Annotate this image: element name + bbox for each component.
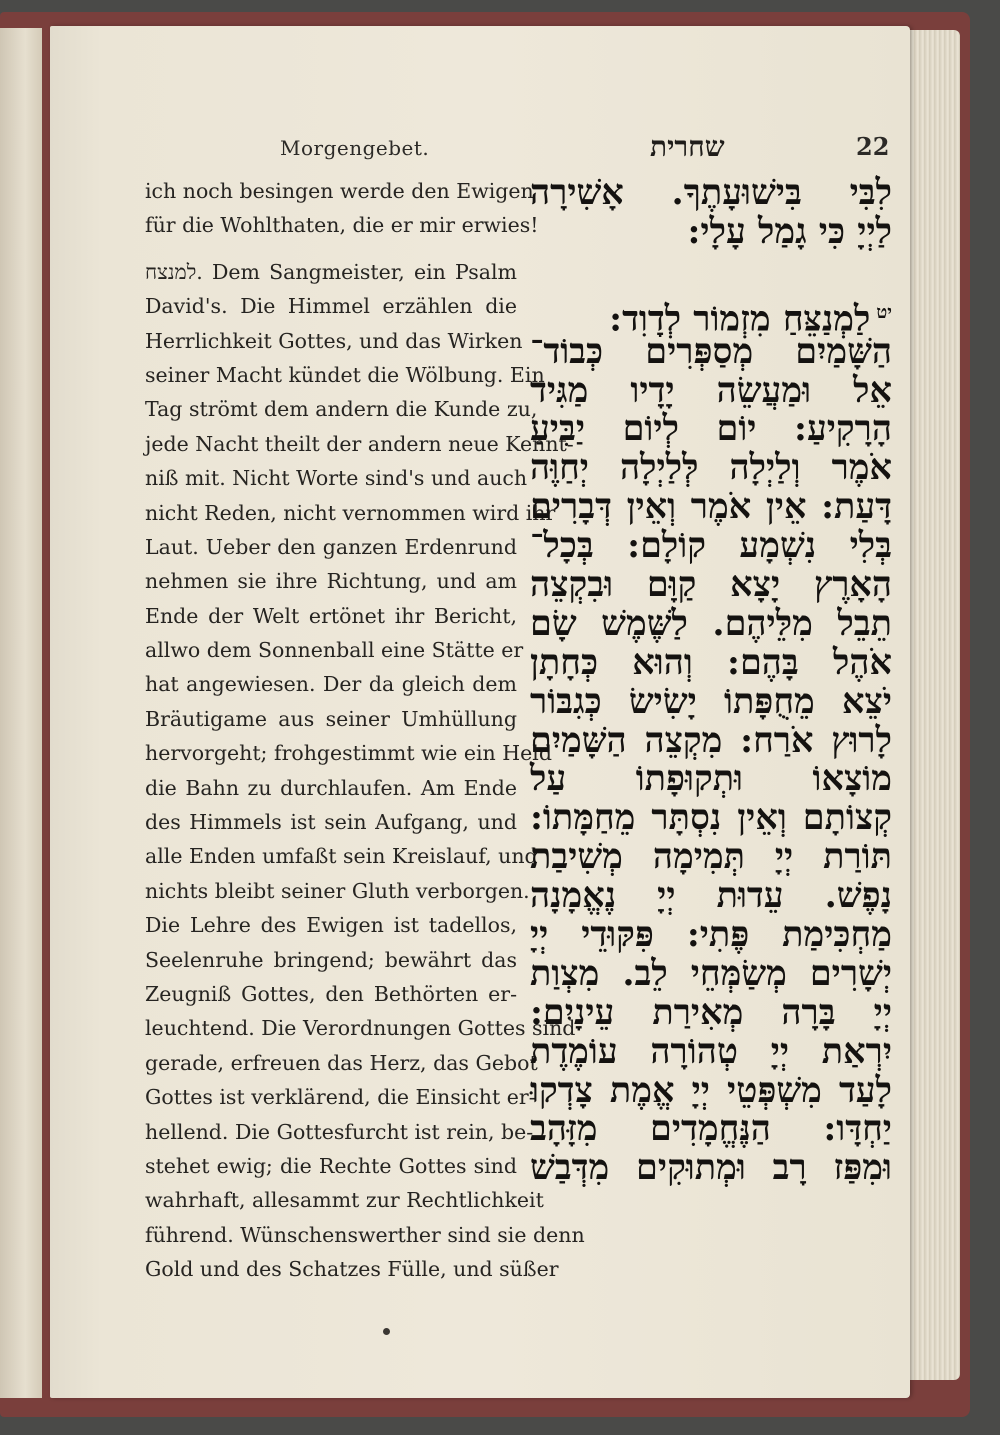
german-text-line: führend. Wünschenswerther sind sie denn xyxy=(145,1222,585,1247)
german-text-line: Zeugniß Gottes, den Bethörten er- xyxy=(145,981,517,1006)
hebrew-text-line: לָרוּץ אֹרַח: מִקְצֵה הַשָּׁמַיִם xyxy=(530,719,892,761)
ink-dot xyxy=(383,1328,390,1335)
german-text-line: jede Nacht theilt der andern neue Kennt- xyxy=(145,431,574,456)
german-text-line: David's. Die Himmel erzählen die xyxy=(145,294,517,319)
german-text-line: nehmen sie ihre Richtung, und am xyxy=(145,569,517,594)
hebrew-text-line: הַשָּׁמַיִם מְסַפְּרִים כְּבוֹד־ xyxy=(530,330,892,372)
hebrew-text-line: בְּלִי נִשְׁמָע קוֹלָם: בְּכָל־ xyxy=(530,525,892,567)
hebrew-text-line xyxy=(530,294,892,340)
hebrew-text-line: יֹצֵא מֵחֻפָּתוֹ יָשִׂישׂ כְּגִבּוֹר xyxy=(530,680,892,722)
previous-page-edge xyxy=(0,28,42,1398)
hebrew-text-line: אֵל וּמַעֲשֵׂה יָדָיו מַגִּיד xyxy=(530,369,892,411)
hebrew-text-line: וּמִפַּז רָב וּמְתוּקִים מִדְּבַשׁ xyxy=(530,1147,892,1189)
german-text-line: stehet ewig; die Rechte Gottes sind xyxy=(145,1153,517,1178)
paragraph-gap xyxy=(145,243,517,255)
german-text-line: gerade, erfreuen das Herz, das Gebot xyxy=(145,1050,538,1075)
hebrew-text-line: מוֹצָאוֹ וּתְקוּפָתוֹ עַל xyxy=(530,758,892,800)
german-text-line: die Bahn zu durchlaufen. Am Ende xyxy=(145,775,517,800)
german-text-line: hervorgeht; frohgestimmt wie ein Held xyxy=(145,741,552,766)
hebrew-running-head: שחרית xyxy=(650,130,725,163)
hebrew-text-line: הָרָקִיעַ: יוֹם לְיוֹם יַבִּיעַ xyxy=(530,408,892,450)
german-text-line: Gottes ist verklärend, die Einsicht er- xyxy=(145,1085,536,1110)
german-text-line: hellend. Die Gottesfurcht ist rein, be- xyxy=(145,1119,534,1144)
german-text-line: למנצח. Dem Sangmeister, ein Psalm xyxy=(145,259,517,284)
hebrew-text-line: תֵבֵל מִלֵּיהֶם. לַשֶּׁמֶשׁ שָׂם xyxy=(530,602,892,644)
hebrew-line-text: לַמְנַצֵּחַ מִזְמוֹר לְדָוִד: xyxy=(609,298,871,340)
german-text-line: Bräutigame aus seiner Umhüllung xyxy=(145,706,517,731)
hebrew-text-line: תּוֹרַת יְיָ תְּמִימָה מְשִׁיבַת xyxy=(530,836,892,878)
german-text-line: für die Wohlthaten, die er mir erwies! xyxy=(145,213,539,238)
paragraph-gap xyxy=(530,252,892,294)
german-text-line: nichts bleibt seiner Gluth verborgen. xyxy=(145,878,530,903)
hebrew-text-line: אֹמֶר וְלַיְלָה לְּלַיְלָה יְחַוֶּה xyxy=(530,447,892,489)
running-head: Morgengebet. xyxy=(280,136,430,160)
hebrew-text-line: לִבִּי בִּישׁוּעָתֶךָ. אָשִׁירָה xyxy=(530,172,892,213)
german-text-line: niß mit. Nicht Worte sind's und auch xyxy=(145,466,528,491)
hebrew-text-line: קְצוֹתָם וְאֵין נִסְתָּר מֵחַמָּתוֹ: xyxy=(530,797,892,839)
german-text-line: Tag strömt dem andern die Kunde zu, xyxy=(145,397,538,422)
hebrew-text-line: לָעַד מִשְׁפְּטֵי יְיָ אֱמֶת צָדְקוּ xyxy=(530,1069,892,1111)
hebrew-text-line: מַחְכִּימַת פֶּתִי: פִּקּוּדֵי יְיָ xyxy=(530,914,892,956)
german-translation-column xyxy=(145,174,585,1287)
german-text-line: seiner Macht kündet die Wölbung. Ein xyxy=(145,362,545,387)
german-text-line: hat angewiesen. Der da gleich dem xyxy=(145,672,517,697)
german-text-line: ich noch besingen werde den Ewigen xyxy=(145,179,534,203)
german-text-line: leuchtend. Die Verordnungen Gottes sind xyxy=(145,1016,576,1041)
psalm-number-marker: יט xyxy=(876,301,892,323)
german-text-line: Herrlichkeit Gottes, und das Wirken xyxy=(145,328,523,353)
german-text-line: Gold und des Schatzes Fülle, und süßer xyxy=(145,1257,559,1282)
hebrew-text-line: יַחְדָּו: הַנֶּחֱמָדִים מִזָּהָב xyxy=(530,1108,892,1150)
page-number: 22 xyxy=(856,132,890,161)
book-page xyxy=(50,26,910,1398)
hebrew-text-line: לַיְיָ כִּי גָמַל עָלָי: xyxy=(687,210,892,252)
german-text-line: nicht Reden, nicht vernommen wird ihr xyxy=(145,500,556,525)
hebrew-text-line: דָּעַת: אֵין אֹמֶר וְאֵין דְּבָרִים xyxy=(530,486,892,528)
german-text-line: Laut. Ueber den ganzen Erdenrund xyxy=(145,534,517,559)
hebrew-text-line: נָפֶשׁ. עֵדוּת יְיָ נֶאֱמָנָה xyxy=(530,875,892,917)
hebrew-text-column xyxy=(530,174,892,1188)
german-text-line: wahrhaft, allesammt zur Rechtlichkeit xyxy=(145,1188,544,1213)
hebrew-text-line: יְיָ בָּרָה מְאִירַת עֵינָיִם: xyxy=(530,991,892,1033)
german-text-line: Seelenruhe bringend; bewährt das xyxy=(145,947,517,972)
german-text-line: allwo dem Sonnenball eine Stätte er xyxy=(145,638,524,663)
german-text-line: alle Enden umfaßt sein Kreislauf, und xyxy=(145,844,538,869)
german-text-line: Die Lehre des Ewigen ist tadellos, xyxy=(145,913,517,938)
german-text-line: des Himmels ist sein Aufgang, und xyxy=(145,810,517,835)
hebrew-text-line: אֹהֶל בָּהֶם: וְהוּא כְּחָתָן xyxy=(530,641,892,683)
hebrew-text-line: יְשָׁרִים מְשַׂמְּחֵי לֵב. מִצְוַת xyxy=(530,952,892,994)
german-text-line: Ende der Welt ertönet ihr Bericht, xyxy=(145,603,517,628)
hebrew-text-line: יִרְאַת יְיָ טְהוֹרָה עוֹמֶדֶת xyxy=(530,1030,892,1072)
hebrew-text-line: הָאָרֶץ יָצָא קַוָּם וּבִקְצֵה xyxy=(530,564,892,606)
